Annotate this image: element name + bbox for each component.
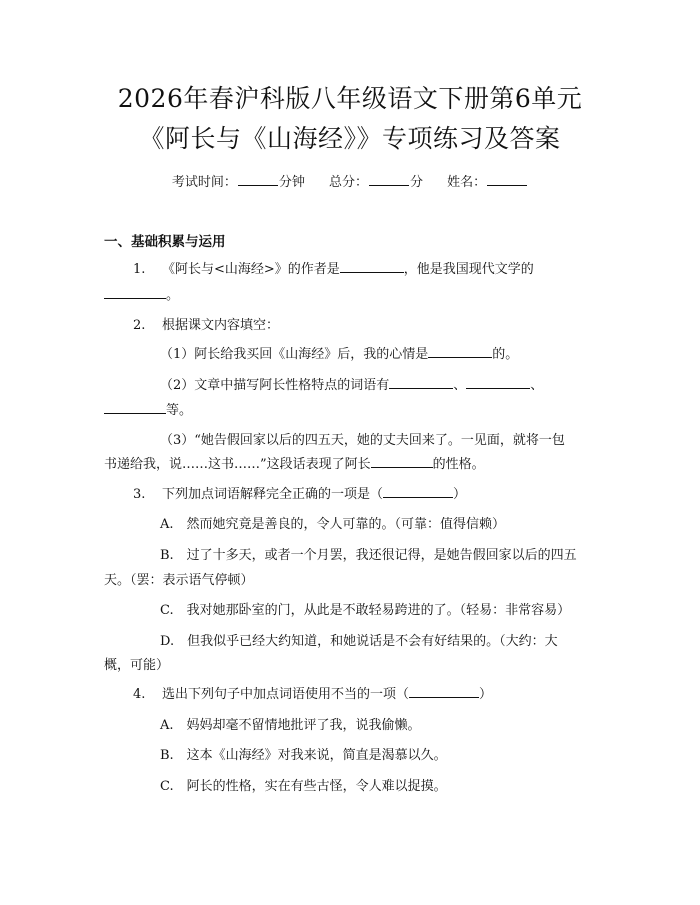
question-text: ）: [478, 687, 492, 702]
answer-blank[interactable]: [371, 453, 433, 468]
question-2: [133, 312, 279, 340]
total-score-label: 总分：: [328, 175, 368, 190]
question-text: 根据课文内容填空：: [161, 318, 279, 333]
question-text: （1）阿长给我买回《山海经》后，我的心情是: [160, 347, 429, 362]
option-a[interactable]: A. 然而她究竟是善良的，令人可靠的。（可靠：值得信赖）: [160, 517, 506, 532]
question-number: 3.: [133, 487, 146, 502]
exam-time-blank[interactable]: [238, 174, 278, 186]
question-text: 《阿长与<山海经>》的作者是: [161, 262, 340, 277]
question-2-sub1: [160, 341, 518, 369]
option-b-line2[interactable]: 天。（罢：表示语气停顿）: [104, 573, 254, 588]
question-3: [133, 481, 466, 509]
question-text: （3）“她告假回家以后的四五天，她的丈夫回来了。一见面，就将一包: [160, 433, 565, 448]
question-text: 等。: [166, 403, 193, 418]
answer-blank[interactable]: [389, 374, 453, 389]
answer-blank[interactable]: [466, 374, 530, 389]
option-c[interactable]: C. 我对她那卧室的门，从此是不敢轻易跨进的了。（轻易：非常容易）: [160, 603, 571, 618]
question-2-sub3-line2: [104, 451, 485, 479]
option-d-line2[interactable]: 概，可能）: [104, 658, 170, 673]
section-heading: 一、基础积累与运用: [104, 234, 226, 250]
total-score-unit: 分: [410, 175, 424, 190]
question-2-sub2-line1: [160, 372, 543, 400]
answer-blank[interactable]: [340, 258, 404, 273]
exam-time-unit: 分钟: [278, 175, 305, 190]
question-2-sub2-line2: [104, 397, 192, 425]
question-text: 下列加点词语解释完全正确的一项是（: [161, 487, 383, 502]
question-text: 书递给我，说……这书……”这段话表现了阿长: [104, 457, 371, 472]
exam-time: [172, 175, 309, 190]
question-text: 、: [530, 378, 544, 393]
question-text: ，他是我国现代文学的: [403, 262, 534, 277]
question-number: 1.: [133, 262, 146, 277]
option-b-line1[interactable]: B. 过了十多天，或者一个月罢，我还很记得，是她告假回家以后的四五: [160, 548, 577, 563]
option-d-line1[interactable]: D. 但我似乎已经大约知道，和她说话是不会有好结果的。（大约：大: [160, 634, 558, 649]
question-1-line1: [133, 256, 534, 284]
total-score: [329, 175, 427, 190]
answer-blank[interactable]: [104, 284, 166, 299]
student-name-label: 姓名：: [447, 175, 487, 190]
option-b[interactable]: B. 这本《山海经》对我来说，简直是渴慕以久。: [160, 748, 447, 763]
student-name: [447, 175, 528, 190]
document-title-line1: 2026年春沪科版八年级语文下册第6单元: [117, 84, 583, 113]
question-1-line2: [104, 282, 179, 310]
question-text: 的性格。: [432, 457, 485, 472]
question-4: [133, 681, 492, 709]
exam-time-label: 考试时间：: [171, 175, 237, 190]
question-number: 2.: [133, 318, 146, 333]
answer-blank[interactable]: [383, 483, 453, 498]
document-title-line2: 《阿长与《山海经》》专项练习及答案: [139, 124, 561, 153]
option-a[interactable]: A. 妈妈却毫不留情地批评了我，说我偷懒。: [160, 718, 421, 733]
total-score-blank[interactable]: [369, 174, 409, 186]
question-number: 4.: [133, 687, 146, 702]
question-text: 。: [166, 288, 180, 303]
answer-blank[interactable]: [409, 683, 479, 698]
question-text: 、: [453, 378, 467, 393]
answer-blank[interactable]: [428, 343, 492, 358]
exam-info-line: [0, 171, 700, 190]
answer-blank[interactable]: [104, 399, 166, 414]
question-text: 的。: [492, 347, 519, 362]
question-text: 选出下列句子中加点词语使用不当的一项（: [161, 687, 409, 702]
question-text: （2）文章中描写阿长性格特点的词语有: [160, 378, 390, 393]
option-c[interactable]: C. 阿长的性格，实在有些古怪，令人难以捉摸。: [160, 779, 447, 794]
question-text: ）: [452, 487, 466, 502]
student-name-blank[interactable]: [487, 174, 527, 186]
